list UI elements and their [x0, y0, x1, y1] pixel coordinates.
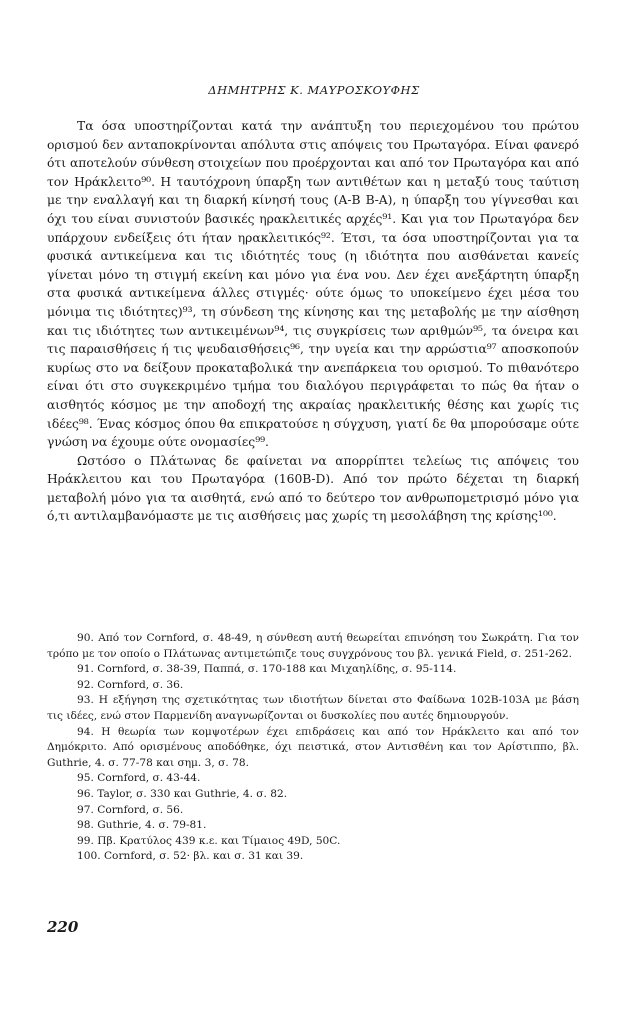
main-text — [47, 117, 579, 526]
footnote: 90. Από τον Cornford, σ. 48-49, η σύνθεση αυτή θεωρείται επινόηση του Σωκράτη. Για τον τρόπο με τον οποίο ο Πλάτωνας αντιμετώπιζε τους συγχρόνους του βλ. γενικά Field, σ. 251-262. — [47, 632, 579, 660]
footnote: 94. Η θεωρία των κομψοτέρων έχει επιδράσεις και από τον Ηράκλειτο και από τον Δημόκριτο. Από ορισμένους αποδόθηκε, όχι πειστικά, στον Αντισθένη και τον Αρίστιππο, βλ. Guthrie, 4. σ. 77-78 και σημ. 3, σ. 78. — [47, 725, 579, 769]
footnote: 97. Cornford, σ. 56. — [77, 803, 184, 816]
footnote: 93. Η εξήγηση της σχετικότητας των ιδιοτήτων δίνεται στο Φαίδωνα 102Β-103Α με βάση τις ιδέες, ενώ στον Παρμενίδη αναγνωρίζονται οι δυσκολίες που αυτές δημιουργούν. — [47, 694, 579, 722]
paragraph: Τα όσα υποστηρίζονται κατά την ανάπτυξη του περιεχομένου του πρώτου ορισμού δεν ανταποκρίνονται απόλυτα στις απόψεις του Πρωταγόρα. Είναι φανερό ότι αποτελούν σύνθεση στοιχείων που προέρχονται και από τον Πρωταγόρα και από τον Ηράκλειτο⁹⁰. Η ταυτόχρονη ύπαρξη των αντιθέτων και η μεταξύ τους ταύτιση με την εναλλαγή και τη διαρκή κίνησή τους (Α-Β Β-Α), η ύπαρξη του γίγνεσθαι και όχι του είναι συνιστούν βασικές ηρακλειτικές αρχές⁹¹. Και για τον Πρωταγόρα δεν υπάρχουν ενδείξεις ότι ήταν ηρακλειτικός⁹². Έτσι, τα όσα υποστηρίζονται για τα φυσικά αντικείμενα και τις ιδιότητές τους (η ιδιότητα που αισθάνεται κανείς γίνεται μόνο τη στιγμή εκείνη και μόνο για ένα νου. Δεν έχει ανεξάρτητη ύπαρξη στα φυσικά αντικείμενα άλλες στιγμές· ούτε όμως το υποκείμενο έχει μέσα του μόνιμα τις ιδιότητες)⁹³, τη σύνδεση της κίνησης και της μεταβολής με την αίσθηση και τις ιδιότητες των αντικειμένων⁹⁴, τις συγκρίσεις των αριθμών⁹⁵, τα όνειρα και τις παραισθήσεις ή τις ψευδαισθήσεις⁹⁶, την υγεία και την αρρώστια⁹⁷ αποσκοπούν κυρίως στο να δείξουν προκαταβολικά την ανεπάρκεια του ορισμού. Το πιθανότερο είναι ότι στο συγκεκριμένο τμήμα του διαλόγου περιγράφεται το πώς θα ήταν ο αισθητός κόσμος με την αποδοχή της ακραίας ηρακλειτικής θέσης και χωρίς τις ιδέες⁹⁸. Ένας κόσμος όπου θα επικρατούσε η σύγχυση, γιατί δε θα μπορούσαμε ούτε γνώση να έχουμε ούτε ονομασίες⁹⁹. — [47, 119, 579, 450]
paragraph: Ωστόσο ο Πλάτωνας δε φαίνεται να απορρίπτει τελείως τις απόψεις του Ηράκλειτου και του Πρωταγόρα (160Β-D). Από τον πρώτο δέχεται τη διαρκή μεταβολή μόνο για τα αισθητά, ενώ από το δεύτερο τον ανθρωπομετρισμό μόνο για ό,τι αντιλαμβανόμαστε με τις αισθήσεις μας χωρίς τη μεσολάβηση της κρίσης¹⁰⁰. — [47, 453, 579, 524]
footnotes — [47, 631, 579, 865]
running-head: ΔΗΜΗΤΡΗΣ Κ. ΜΑΥΡΟΣΚΟΥΦΗΣ — [208, 83, 420, 97]
footnote: 96. Taylor, σ. 330 και Guthrie, 4. σ. 82. — [77, 787, 288, 800]
footnote: 91. Cornford, σ. 38-39, Παππά, σ. 170-188 και Μιχαηλίδης, σ. 95-114. — [77, 663, 457, 676]
footnote: 100. Cornford, σ. 52· βλ. και σ. 31 και 39. — [77, 850, 304, 863]
footnote: 95. Cornford, σ. 43-44. — [77, 772, 201, 785]
page-number: 220 — [47, 918, 79, 936]
footnote: 92. Cornford, σ. 36. — [77, 678, 184, 691]
footnote: 98. Guthrie, 4. σ. 79-81. — [77, 819, 207, 832]
footnote: 99. Πβ. Κρατύλος 439 κ.ε. και Τίμαιος 49D, 50C. — [77, 834, 341, 847]
